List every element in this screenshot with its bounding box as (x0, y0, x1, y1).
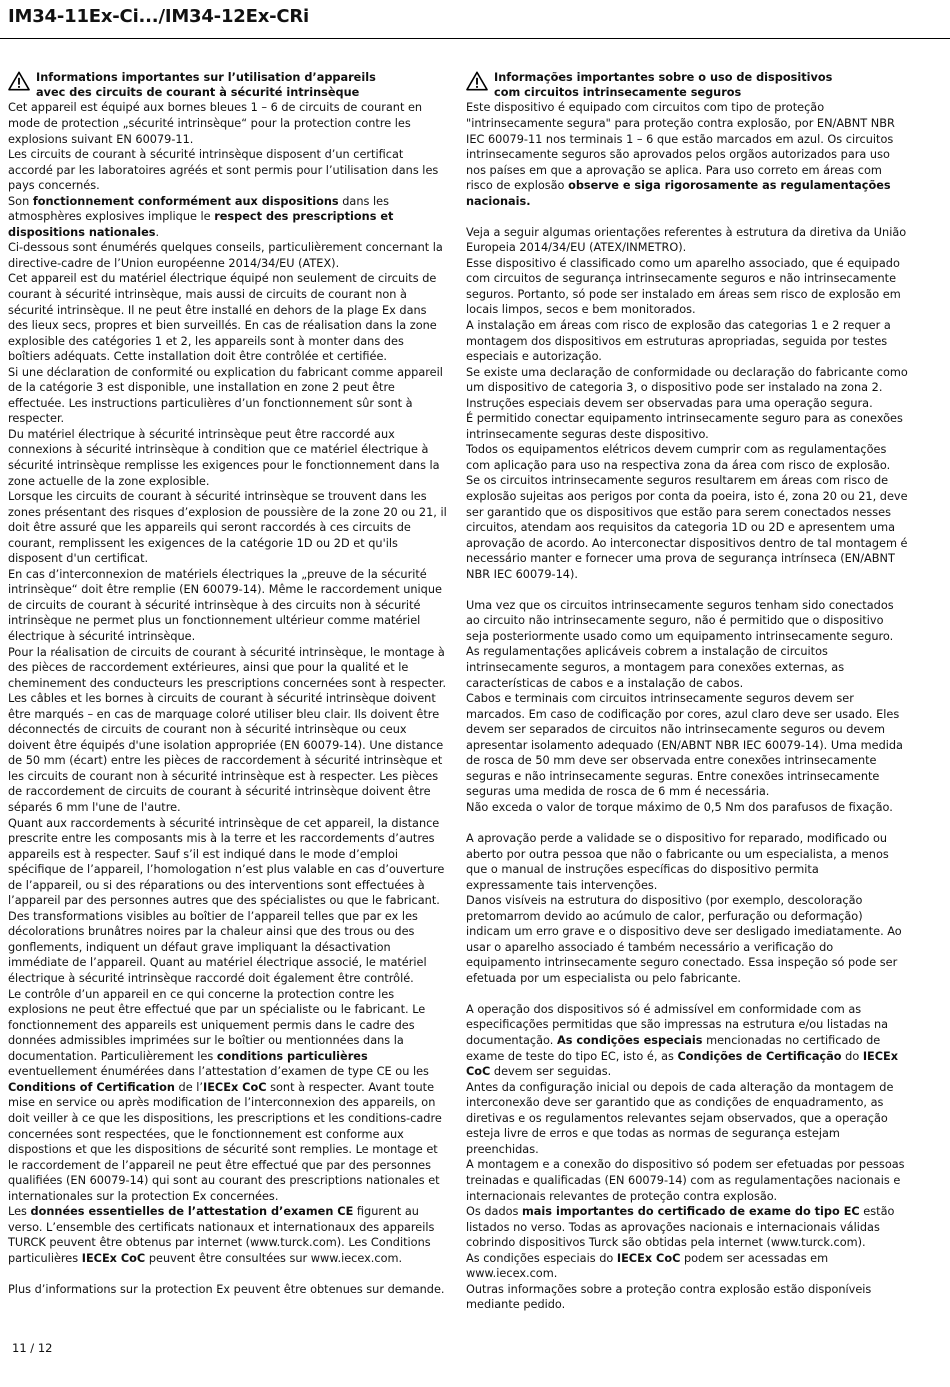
paragraph: Les données essentielles de l’attestation d’examen CE figurent au verso. L’ensemble des certificats nationaux et internationaux des appareils TURCK peuvent être obtenus par internet (www.turck.com). Les Conditions particulières IECEx CoC peuvent être consultées sur www.iecex.com. (8, 1205, 435, 1265)
paragraph: Pour la réalisation de circuits de courant à sécurité intrinsèque, le montage à des pièces de raccordement extérieures, ainsi que pour la qualité et le cheminement des conducteurs les prescriptions concernées sont à respecter. (8, 645, 447, 690)
paragraph: Cet appareil est équipé aux bornes bleues 1 – 6 de circuits de courant en mode de protection „sécurité intrinsèque“ pour la protection contre les explosions suivant EN 60079-11. (8, 101, 423, 146)
paragraph: Cet appareil est du matériel électrique équipé non seulement de circuits de courant à sécurité intrinsèque, mais aussi de circuits de courant non à sécurité intrinsèque. Il ne peut être installé en dehors de la plage Ex dans des lieux secs, propres et bien surveillés. En cas de réalisation dans la zone explosible des catégories 1 et 2, les appareils sont à monter dans des boîtiers adéquats. Cette installation doit être contrôlée et certifiée. (8, 272, 437, 364)
paragraph: A montagem e a conexão do dispositivo só podem ser efetuadas por pessoas treinadas e qualificadas (EN 60079-14) com as regulamentações nacionais e internacionais relevantes de proteção contra explosão. (466, 1158, 905, 1203)
portuguese-section-heading (466, 70, 908, 100)
paragraph: Danos visíveis na estrutura do dispositivo (por exemplo, descoloração pretomarrom devido ao acúmulo de calor, perfuração ou deformação) indicam um erro grave e o dispositivo deve ser desligado imediatamente. Ao usar o aparelho associado é também necessário a verificação do equipamento intrinsecamente seguro conectado. Essa inspeção só pode ser efetuada por um especialista ou pelo fabricante. (466, 894, 902, 985)
paragraph: Todos os equipamentos elétricos devem cumprir com as regulamentações com aplicação para uso na respectiva zona da área com risco de explosão. (466, 443, 891, 472)
paragraph: Se os circuitos intrinsecamente seguros resultarem em áreas com risco de explosão sujeitas aos perigos por conta da poeira, isto é, zona 20 ou 21, deve ser garantido que os dispositivos que estão para serem conectados nesses circuitos, atendam aos requisitos da categoria 1D ou 2D e apresentem uma aprovação de acordo. Ao interconectar dispositivos dentro de tal montagem é necessário manter e fornecer uma prova de segurança intrínseca (EN/ABNT NBR IEC 60079-14). (466, 474, 908, 581)
french-column (8, 70, 448, 1297)
paragraph: Plus d’informations sur la protection Ex peuvent être obtenues sur demande. (8, 1282, 445, 1296)
paragraph: Son fonctionnement conformément aux dispositions dans les atmosphères explosives implique le respect des prescriptions et dispositions nationales. (8, 194, 394, 239)
french-title-line1: Informations importantes sur l’utilisation d’appareils (36, 71, 376, 84)
portuguese-title-line1: Informações importantes sobre o uso de dispositivos (494, 71, 833, 84)
paragraph: Les circuits de courant à sécurité intrinsèque disposent d’un certificat accordé par les laboratoires agréés et sont permis pour l’utilisation dans les pays concernés. (8, 148, 439, 193)
paragraph: A instalação em áreas com risco de explosão das categorias 1 e 2 requer a montagem dos dispositivos em estruturas apropriadas, seguida por testes especiais e autorização. (466, 319, 891, 364)
header-rule (0, 38, 950, 39)
french-section-heading (8, 70, 448, 100)
paragraph: Les câbles et les bornes à circuits de courant à sécurité intrinsèque doivent être marqués – en cas de marquage coloré utiliser bleu clair. Ils doivent être déconnectés de circuits de courant non à sécurité intrinsèque ou ceux doivent être équipés d'une isolation appropriée (EN 60079-14). Une distance de 50 mm (écart) entre les pièces de raccordement à sécurité intrinsèque et les circuits de courant non à sécurité intrinsèque est à respecter. Les pièces de raccordement de circuits de courant à sécurité intrinsèque doivent être séparés 6 mm l'une de l'autre. (8, 692, 444, 815)
paragraph: Este dispositivo é equipado com circuitos com tipo de proteção "intrinsecamente segura" para proteção contra explosão, por EN/ABNT NBR IEC 60079-11 nos terminais 1 – 6 que estão marcados em azul. Os circuitos intrinsecamente seguros são aprovados pelos orgãos autorizados para uso nos países em que a aprovação se aplica. Para uso correto em áreas com risco de explosão observe e siga rigorosamente as regulamentações nacionais. (466, 101, 895, 208)
page-number: 11 / 12 (12, 1341, 53, 1355)
paragraph: Veja a seguir algumas orientações referentes à estrutura da diretiva da União Europeia 2014/34/EU (ATEX/INMETRO). (466, 225, 907, 255)
warning-triangle-icon (466, 71, 488, 91)
paragraph: Esse dispositivo é classificado como um aparelho associado, que é equipado com circuitos de segurança intrinsecamente seguros e não intrinsecamente seguros. Portanto, só pode ser instalado em áreas sem risco de explosão em locais limpos, secos e bem monitorados. (466, 256, 901, 317)
paragraph: As condições especiais do IECEx CoC podem ser acessadas em www.iecex.com. (466, 1251, 829, 1281)
warning-triangle-icon (8, 71, 30, 91)
page-header (8, 6, 309, 40)
paragraph: As regulamentações aplicáveis cobrem a instalação de circuitos intrinsecamente seguros, a montagem para conexões externas, as características de cabos e a instalação de cabos. (466, 645, 845, 690)
document-title: IM34-11Ex-Ci.../IM34-12Ex-CRi (8, 6, 310, 27)
french-title-line2: avec des circuits de courant à sécurité intrinsèque (36, 86, 360, 100)
paragraph: Os dados mais importantes do certificado de exame do tipo EC estão listados no verso. Todas as aprovações nacionais e internacionais válidas cobrindo dispositivos Turck são obtidas pela internet (www.turck.com). (466, 1205, 895, 1250)
paragraph: A aprovação perde a validade se o dispositivo for reparado, modificado ou aberto por outra pessoa que não o fabricante ou um especialista, a menos que o manual de instruções específicas do dispositivo permita expressamente tais intervenções. (466, 831, 889, 892)
paragraph: Outras informações sobre a proteção contra explosão estão disponíveis mediante pedido. (466, 1282, 872, 1312)
paragraph: Não exceda o valor de torque máximo de 0,5 Nm dos parafusos de fixação. (466, 800, 893, 814)
paragraph: Des transformations visibles au boîtier de l’appareil telles que par ex les décolorations brunâtres noires par la chaleur ainsi que des trous ou des gonflements, indiquent un défaut grave impliquant la désactivation immédiate de l’appareil. Quant au matériel électrique associé, le matériel électrique à sécurité intrinsèque raccordé doit également être contrôlé. (8, 909, 427, 986)
paragraph: Le contrôle d’un appareil en ce qui concerne la protection contre les explosions ne peut être effectué que par un spécialiste ou le fabricant. Le fonctionnement des appareils est uniquement permis dans le cadre des données admissibles imprimées sur le boîtier ou mentionnées dans la documentation. Particulièrement les conditions particulières eventuellement énumérées dans l’attestation d’examen de type CE ou les Conditions of Certification de l’IECEx CoC sont à respecter. Avant toute mise en service ou après modification de l’interconnexion des appareils, on doit veiller à ce que les dispositions, les prescriptions et les conditions-cadre concernées sont respectées, que le fonctionnement est conforme aux dispostions et que les dispositions de sécurité sont remplies. Le montage et le raccordement de l’appareil ne peut être effectué que par des personnes qualifiées (EN 60079-14) qui sont au courant des prescriptions nationales et internationales sur la protection Ex concernées. (8, 987, 442, 1203)
paragraph: Ci-dessous sont énumérés quelques conseils, particulièrement concernant la directive-cadre de l’Union européenne 2014/34/EU (ATEX). (8, 241, 443, 270)
paragraph: Du matériel électrique à sécurité intrinsèque peut être raccordé aux connexions à sécurité intrinsèque à condition que ce matériel électrique à sécurité intrinsèque remplisse les exigences pour le fonctionnement dans la zone actuelle de la zone explosible. (8, 427, 440, 488)
portuguese-column (466, 70, 908, 1313)
paragraph: Quant aux raccordements à sécurité intrinsèque de cet appareil, la distance prescrite entre les composants mis à la terre et les raccordements d’autres appareils est à respecter. Sauf s’il est indiqué dans le mode d’emploi spécifique de l’appareil, l’homologation n’est plus valable en cas d’ouverture de l’appareil, ou si des réparations ou des interventions sont effectuées à l’appareil par des personnes autres que des spécialistes ou que le fabricant. (8, 816, 445, 908)
portuguese-title-line2: com circuitos intrinsecamente seguros (494, 86, 742, 100)
paragraph: Se existe uma declaração de conformidade ou declaração do fabricante como um dispositivo de categoria 3, o dispositivo pode ser instalado na zona 2. Instruções especiais devem ser observadas para uma operação segura. (466, 365, 908, 410)
paragraph: É permitido conectar equipamento intrinsecamente seguro para as conexões intrinsecamente seguras deste dispositivo. (466, 412, 903, 441)
paragraph: En cas d’interconnexion de matériels électriques la „preuve de la sécurité intrinsèque“ doit être remplie (EN 60079-14). Même le raccordement unique de circuits de courant à sécurité intrinsèque à des circuits non à sécurité intrinsèque ne permet plus un fonctionnement ultérieur comme matériel électrique à sécurité intrinsèque. (8, 567, 442, 643)
paragraph: A operação dos dispositivos só é admissível em conformidade com as especificações permitidas que são impressas na estrutura e/ou listadas na documentação. As condições especiais mencionadas no certificado de exame de teste do tipo EC, isto é, as Condições de Certificação do IECEx CoC devem ser seguidas. (466, 1002, 899, 1079)
paragraph: Uma vez que os circuitos intrinsecamente seguros tenham sido conectados ao circuito não intrinsecamente seguro, não é permitido que o dispositivo seja posteriormente usado como um equipamento intrinsecamente seguro. (466, 598, 894, 643)
paragraph: Si une déclaration de conformité ou explication du fabricant comme appareil de la catégorie 3 est disponible, une installation en zone 2 peut être effectuée. Les instructions particulières d’un fonctionnement sûr sont à respecter. (8, 365, 443, 426)
paragraph: Lorsque les circuits de courant à sécurité intrinsèque se trouvent dans les zones présentant des risques d’explosion de poussière de la zone 20 ou 21, il doit être assuré que les appareils qui seront raccordés à ces circuits de courant, remplissent les exigences de la catégorie 1D ou 2D et qu'ils disposent d'un certificat. (8, 490, 447, 566)
paragraph: Antes da configuração inicial ou depois de cada alteração da montagem de interconexão deve ser garantido que as condições de enquadramento, as diretivas e os regulamentos relevantes sejam observados, que a operação esteja livre de erros e que todas as normas de segurança estejam preenchidas. (466, 1080, 894, 1156)
paragraph: Cabos e terminais com circuitos intrinsecamente seguros devem ser marcados. Em caso de codificação por cores, azul claro deve ser usado. Eles devem ser separados de circuitos não intrinsecamente seguros ou devem apresentar isolamento adequado (EN/ABNT NBR IEC 60079-14). Uma medida de rosca de 50 mm deve ser observada entre conexões intrinsecamente seguras e não intrinsecamente seguras. Entre conexões intrinsecamente seguras uma medida de rosca de 6 mm é necessária. (466, 692, 903, 799)
